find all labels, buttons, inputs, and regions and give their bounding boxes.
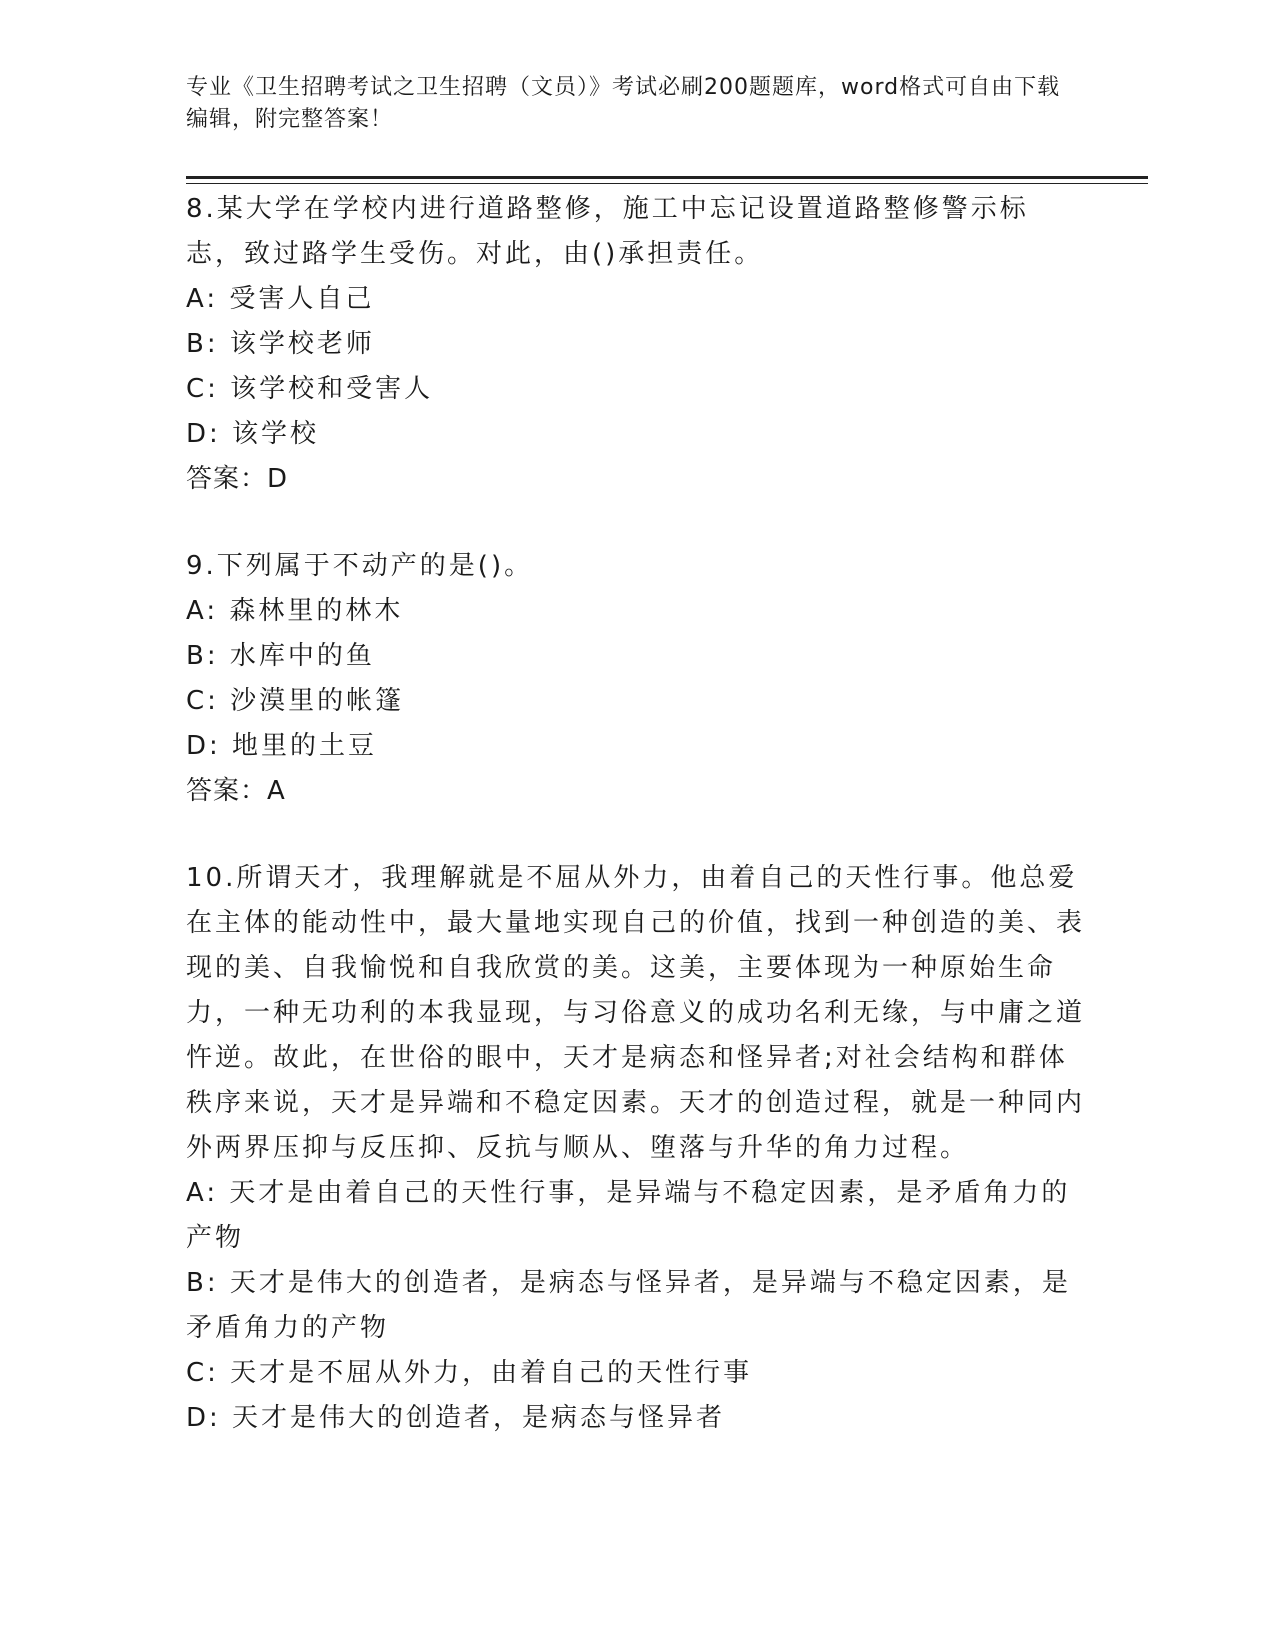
question-stem: 8.某大学在学校内进行道路整修，施工中忘记设置道路整修警示标志，致过路学生受伤。对此，由()承担责任。: [186, 194, 1029, 269]
option-b: B: 该学校老师: [186, 329, 375, 359]
option-d: D: 地里的土豆: [186, 731, 378, 761]
question-10: [186, 856, 1086, 1441]
question-9: [186, 544, 1086, 814]
option-d: D: 天才是伟大的创造者，是病态与怪异者: [186, 1403, 726, 1433]
option-c: C: 天才是不屈从外力，由着自己的天性行事: [186, 1358, 753, 1388]
question-list: [186, 187, 1086, 1483]
document-header: 专业《卫生招聘考试之卫生招聘（文员）》考试必刷200题题库，word格式可自由下载编辑，附完整答案！: [186, 75, 1061, 132]
option-c: C: 该学校和受害人: [186, 374, 434, 404]
question-8: [186, 187, 1086, 502]
option-a: A: 天才是由着自己的天性行事，是异端与不稳定因素，是矛盾角力的产物: [186, 1178, 1071, 1253]
question-stem: 9.下列属于不动产的是()。: [186, 551, 534, 581]
header-divider-thin: [186, 183, 1148, 184]
option-a: A: 森林里的林木: [186, 596, 404, 626]
option-b: B: 水库中的鱼: [186, 641, 375, 671]
option-d: D: 该学校: [186, 419, 320, 449]
answer-label: 答案：D: [186, 464, 289, 494]
option-a: A: 受害人自己: [186, 284, 375, 314]
answer-label: 答案：A: [186, 776, 286, 806]
header-divider-thick: [186, 176, 1148, 179]
option-c: C: 沙漠里的帐篷: [186, 686, 405, 716]
option-b: B: 天才是伟大的创造者，是病态与怪异者，是异端与不稳定因素，是矛盾角力的产物: [186, 1268, 1071, 1343]
question-stem: 10.所谓天才，我理解就是不屈从外力，由着自己的天性行事。他总爱在主体的能动性中，最大量地实现自己的价值，找到一种创造的美、表现的美、自我愉悦和自我欣赏的美。这美，主要体现为一种原始生命力，一种无功利的本我显现，与习俗意义的成功名利无缘，与中庸之道忤逆。故此，在世俗的眼中，天才是病态和怪异者;对社会结构和群体秩序来说，天才是异端和不稳定因素。天才的创造过程，就是一种同内外两界压抑与反压抑、反抗与顺从、堕落与升华的角力过程。: [186, 863, 1086, 1163]
